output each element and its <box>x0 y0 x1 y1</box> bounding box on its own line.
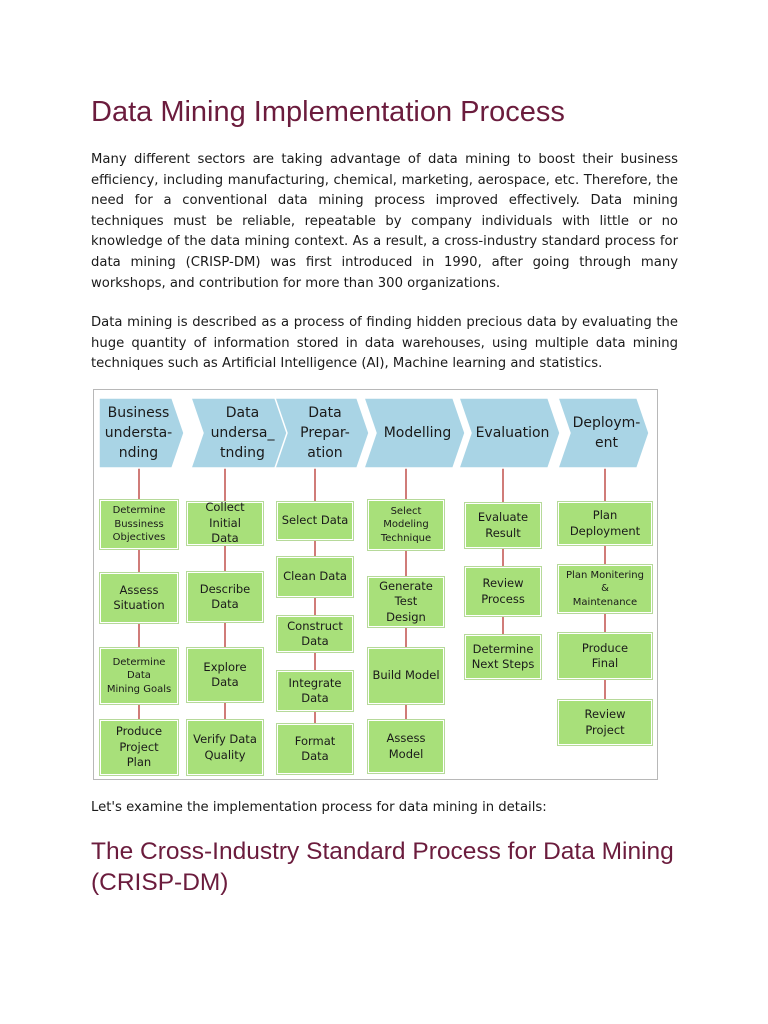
phase-label: Business understa- nding <box>104 405 173 461</box>
task-box: Evaluate Result <box>465 503 541 548</box>
task-box: Review Process <box>465 567 541 616</box>
task-box: Determine Data Mining Goals <box>100 648 178 704</box>
section-title: The Cross-Industry Standard Process for Data Mining (CRISP-DM) <box>91 838 674 896</box>
details-intro-paragraph: Let's examine the implementation process for data mining in details: <box>91 800 547 815</box>
task-box: Produce Final <box>558 633 652 679</box>
task-box: Plan Monitering & Maintenance <box>558 565 652 613</box>
task-box: Build Model <box>368 648 444 704</box>
phase-label: Data Prepar- ation <box>300 405 350 461</box>
definition-paragraph: Data mining is described as a process of finding hidden precious data by evaluating the huge quantity of information stored in data warehouses, using multiple data mining techniques such as Artificial Intelligence (AI), Machine learning and statistics. <box>91 315 678 372</box>
task-box: Construct Data <box>277 616 353 652</box>
task-box: Explore Data <box>187 648 263 702</box>
task-box: Assess Model <box>368 720 444 773</box>
task-box: Select Modeling Technique <box>368 500 444 550</box>
task-box: Select Data <box>277 502 353 540</box>
task-box: Describe Data <box>187 572 263 622</box>
page-title: Data Mining Implementation Process <box>91 96 565 128</box>
phase-label: Modelling <box>383 425 452 441</box>
task-box: Determine Next Steps <box>465 635 541 679</box>
task-box: Generate Test Design <box>368 577 444 627</box>
task-box: Assess Situation <box>100 573 178 623</box>
task-box: Verify Data Quality <box>187 720 263 775</box>
crisp-dm-diagram <box>93 389 658 780</box>
task-box: Produce Project Plan <box>100 720 178 775</box>
task-box: Clean Data <box>277 557 353 597</box>
phase-label: Evaluation <box>475 425 550 441</box>
task-box: Review Project <box>558 700 652 745</box>
task-box: Format Data <box>277 724 353 774</box>
phase-label: Data undersa_ tnding <box>210 405 275 461</box>
task-box: Collect Initial Data <box>187 502 263 545</box>
task-box: Determine Bussiness Objectives <box>100 500 178 549</box>
task-box: Integrate Data <box>277 671 353 711</box>
phase-label: Deploym- ent <box>572 415 641 451</box>
task-box: Plan Deployment <box>558 502 652 545</box>
intro-paragraph: Many different sectors are taking advantage of data mining to boost their business efficiency, including manufacturing, chemical, marketing, aerospace, etc. Therefore, the need for a conventional data mining process improved effectively. Data mining techniques must be reliable, repeatable by company individuals with little or no knowledge of the data mining context. As a result, a cross-industry standard process for data mining (CRISP-DM) was first introduced in 1990, after going through many workshops, and contribution for more than 300 organizations. <box>91 152 678 291</box>
